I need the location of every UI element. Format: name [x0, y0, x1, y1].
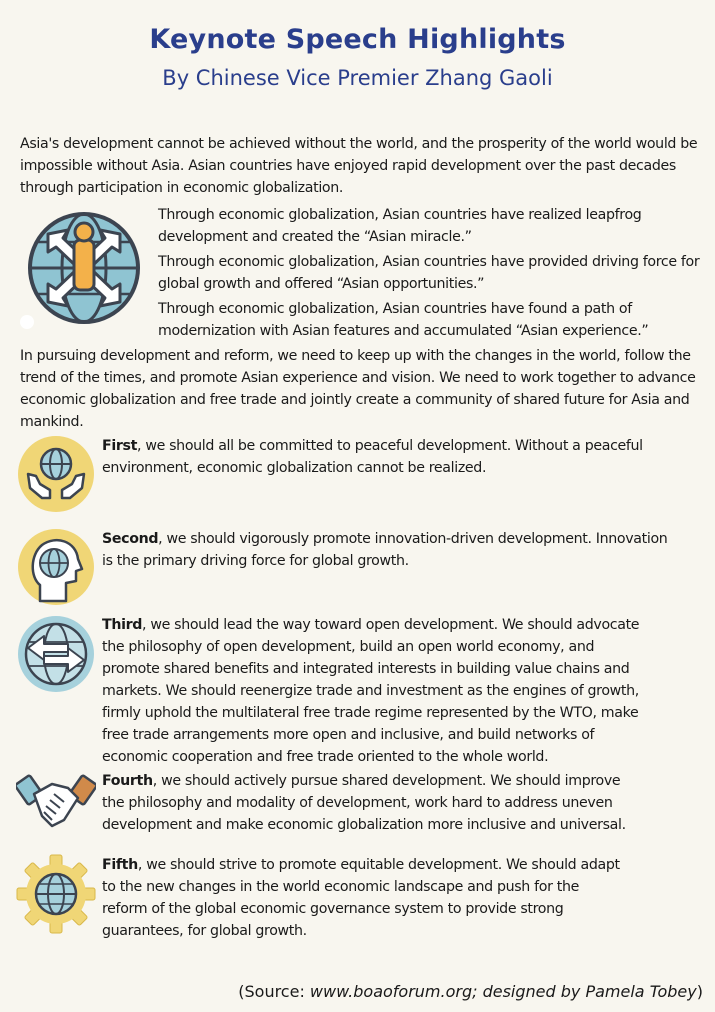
globalization-point-1: Through economic globalization, Asian countries have realized leapfrog development and created the “Asian miracle.” [158, 207, 642, 245]
handshake-icon [16, 770, 96, 836]
hands-globe-icon [16, 434, 96, 514]
page-subtitle: By Chinese Vice Premier Zhang Gaoli [162, 66, 553, 90]
globalization-point-3: Through economic globalization, Asian countries have found a path of modernization with Asian features and accumulated “Asian experience.” [158, 301, 649, 339]
list-item-second: Second, we should vigorously promote innovation-driven development. Innovation is the primary driving force for global growth. [102, 531, 668, 569]
reform-paragraph: In pursuing development and reform, we need to keep up with the changes in the world, follow the trend of the times, and promote Asian experience and vision. We need to work together to advance economic globalization and free trade and jointly create a community of shared future for Asia and mankind. [20, 348, 696, 430]
source-credit: (Source: www.boaoforum.org; designed by Pamela Tobey) [238, 982, 703, 1001]
exchange-globe-icon [16, 614, 96, 694]
list-item-fourth: Fourth, we should actively pursue shared development. We should improve the philosophy and modality of development, work hard to address uneven development and make economic globalization more inclusive and universal. [102, 773, 626, 833]
list-item-third: Third, we should lead the way toward open development. We should advocate the philosophy of open development, build an open world economy, and promote shared benefits and integrated interests in building value chains and markets. We should reenergize trade and investment as the engines of growth, firmly uphold the multilateral free trade regime represented by the WTO, make free trade arrangements more open and inclusive, and build networks of economic cooperation and free trade oriented to the whole world. [102, 617, 640, 765]
gear-globe-icon [16, 854, 96, 934]
globalization-point-2: Through economic globalization, Asian countries have provided driving force for global growth and offered “Asian opportunities.” [158, 254, 700, 292]
page-title: Keynote Speech Highlights [149, 24, 566, 55]
list-item-fifth: Fifth, we should strive to promote equitable development. We should adapt to the new changes in the world economic landscape and push for the reform of the global economic governance system to provide strong guarantees, for global growth. [102, 857, 620, 939]
intro-paragraph: Asia's development cannot be achieved without the world, and the prosperity of the world would be impossible without Asia. Asian countries have enjoyed rapid development over the past decades through participation in economic globalization. [20, 136, 698, 196]
globe-arrows-icon [18, 202, 150, 334]
list-item-first: First, we should all be committed to peaceful development. Without a peaceful environment, economic globalization cannot be realized. [102, 438, 643, 476]
head-globe-icon [16, 527, 96, 607]
